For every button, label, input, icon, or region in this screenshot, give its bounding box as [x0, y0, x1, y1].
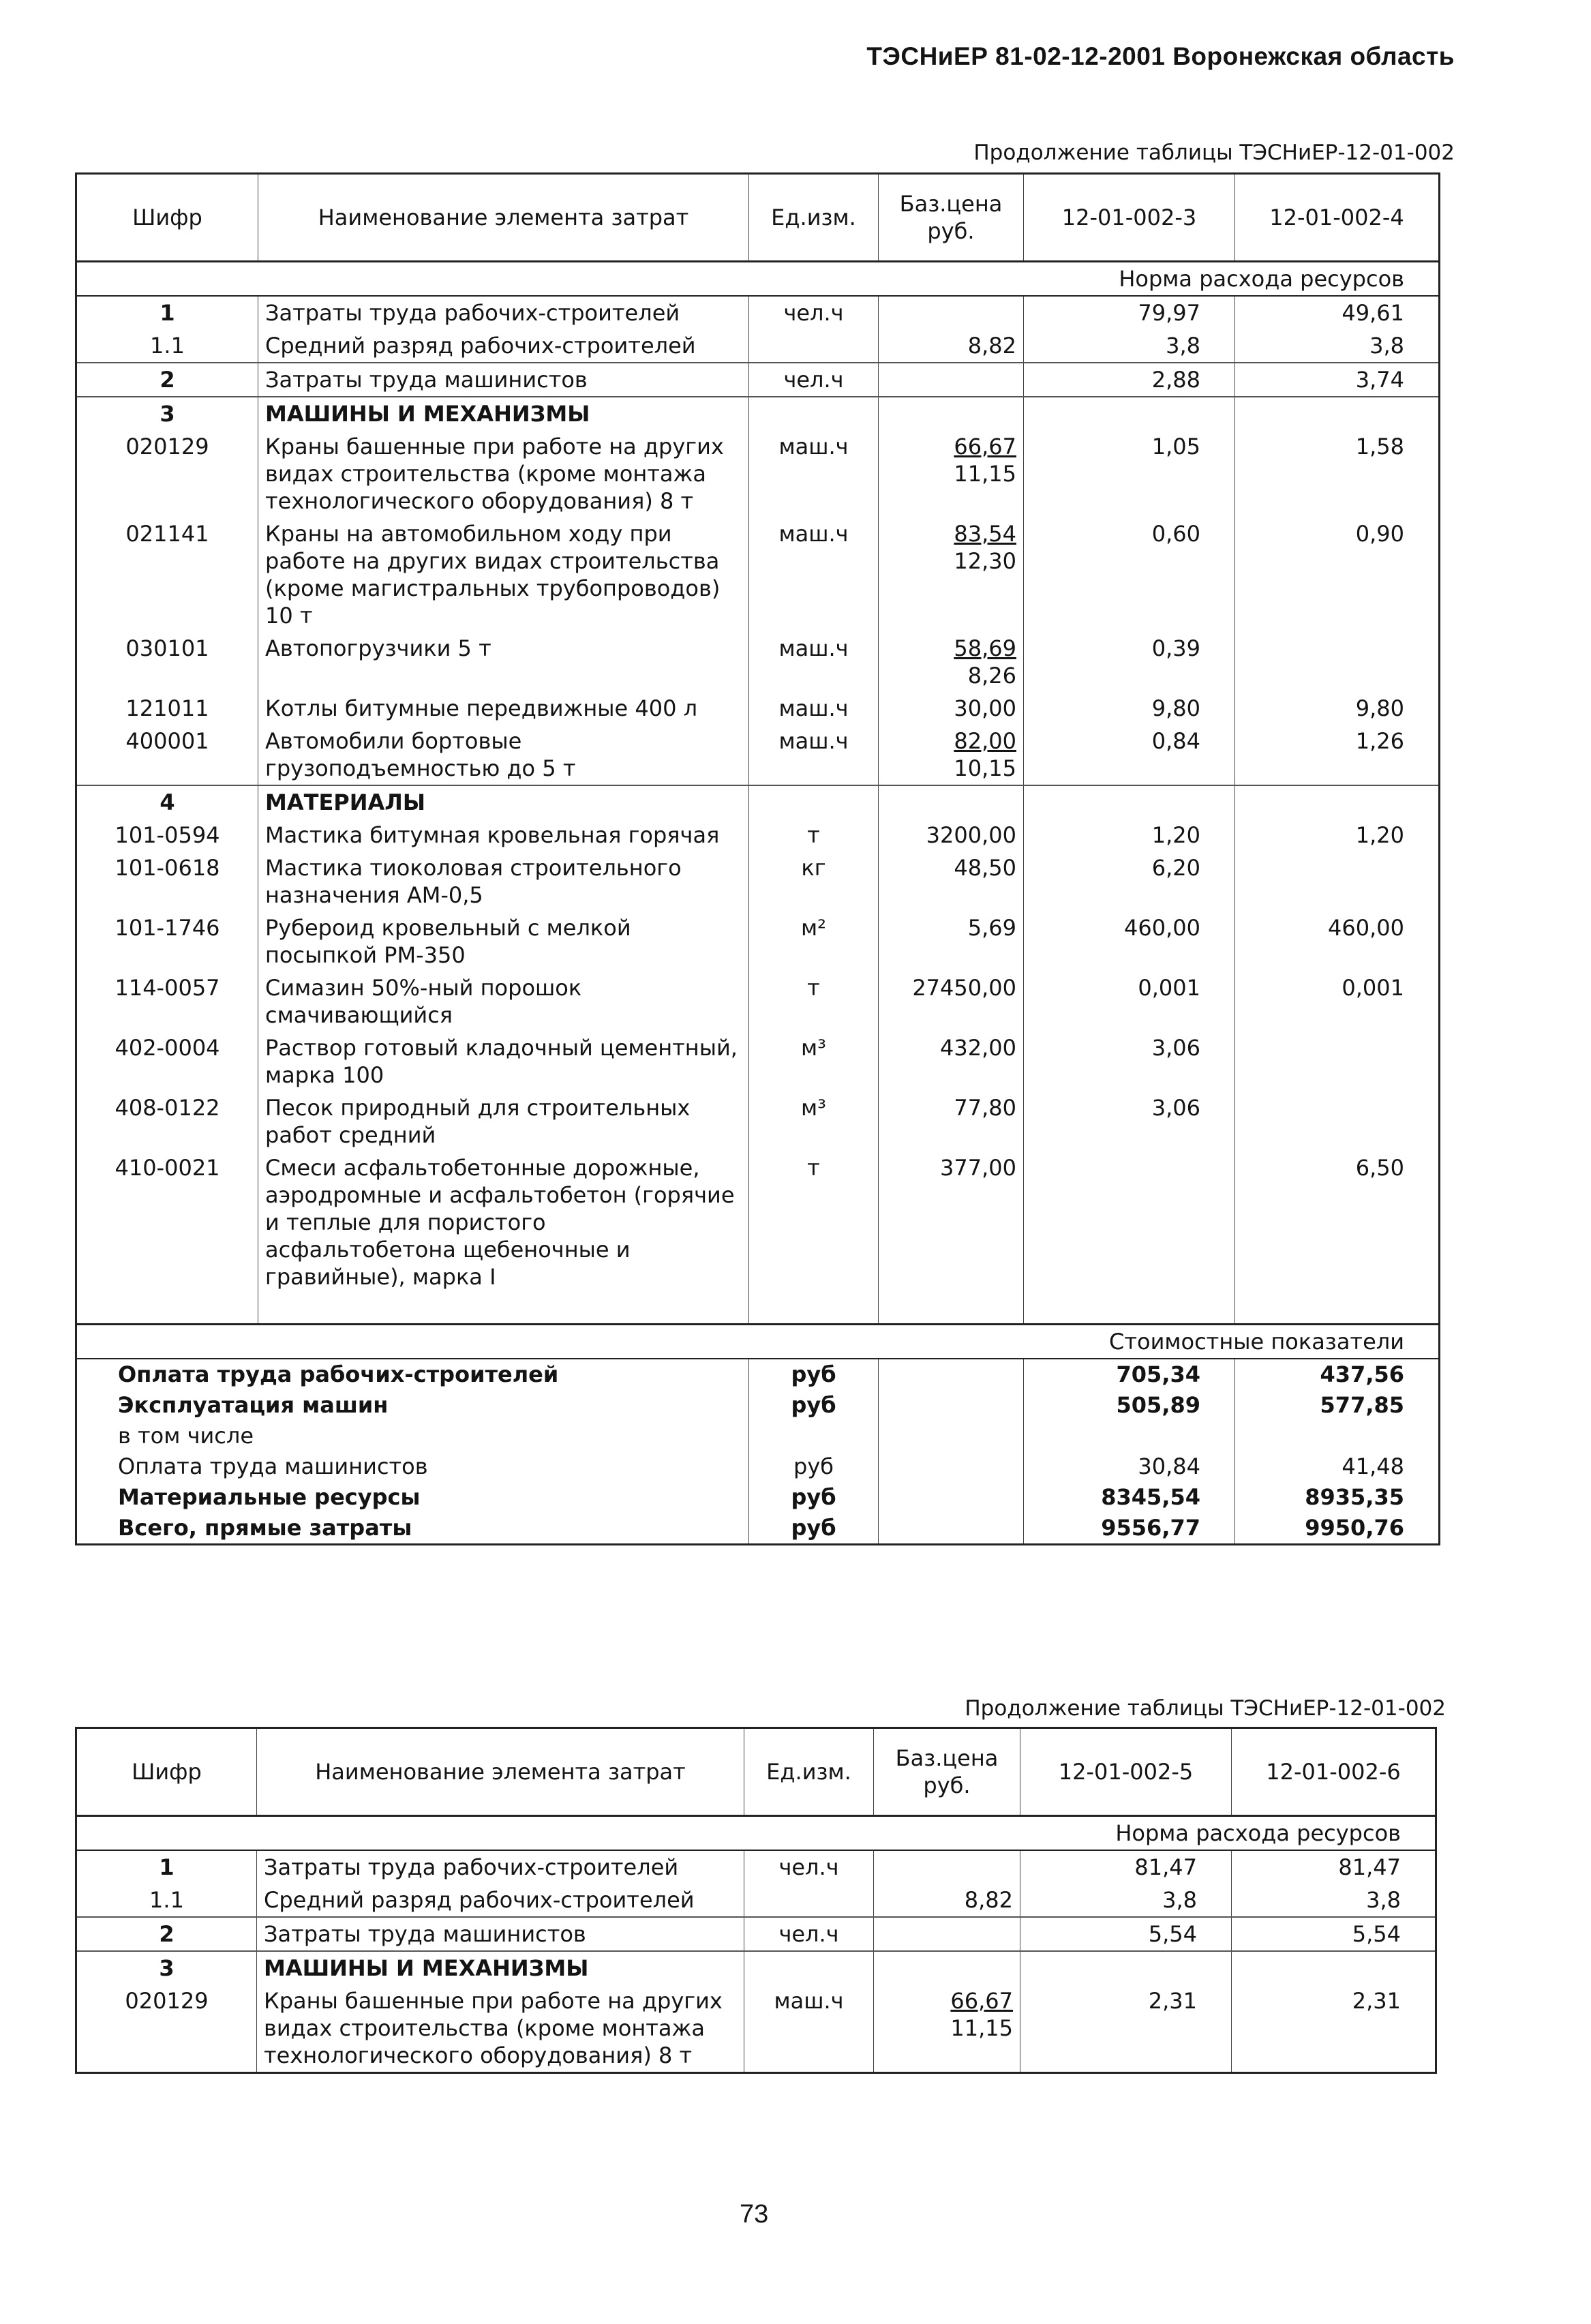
row-unit: чел.ч: [749, 363, 879, 397]
row-value-b: 3,8: [1235, 329, 1440, 363]
row-price-base: 83,54: [954, 521, 1016, 547]
row-price-base: 77,80: [954, 1095, 1016, 1121]
cost-label: Эксплуатация машин: [118, 1392, 389, 1418]
row-unit: [749, 329, 879, 363]
row-price: [879, 329, 1024, 363]
row-value-b: [1235, 397, 1440, 430]
cost-label: в том числе: [118, 1423, 254, 1449]
row-code: 020129: [125, 1988, 209, 2014]
row-value-b: 3,8: [1232, 1884, 1436, 1917]
table-row: [76, 1951, 1436, 1985]
cost-value-b: 8935,35: [1235, 1482, 1440, 1513]
header-price: Баз.цена руб.: [879, 174, 1024, 262]
cost-unit: руб: [749, 1359, 879, 1390]
row-code: 402-0004: [115, 1035, 220, 1061]
row-unit: маш.ч: [749, 517, 879, 632]
cost-value-b: [1235, 1421, 1440, 1451]
row-value-a: 3,06: [1024, 1091, 1235, 1151]
row-unit: м³: [749, 1031, 879, 1091]
resource-norm-table-1: [75, 172, 1440, 1545]
table-row: [76, 911, 1440, 971]
cost-row: [76, 1451, 1440, 1482]
row-value-a: 2,31: [1020, 1985, 1232, 2073]
norm-band-label: Норма расхода ресурсов: [76, 262, 1440, 297]
table-row: [76, 517, 1440, 632]
table-row: [76, 851, 1440, 911]
row-unit: чел.ч: [749, 296, 879, 329]
row-value-a: 0,84: [1024, 725, 1235, 785]
row-name: Затраты труда рабочих-строителей: [257, 1850, 744, 1884]
header-col-b: 12-01-002-6: [1232, 1728, 1436, 1816]
row-value-a: 2,88: [1024, 363, 1235, 397]
row-name: Песок природный для строительных работ средний: [258, 1091, 749, 1151]
row-name: Средний разряд рабочих-строителей: [257, 1884, 744, 1917]
cost-unit: [749, 1421, 879, 1451]
row-name: Котлы битумные передвижные 400 л: [258, 692, 749, 725]
row-value-a: 5,54: [1020, 1917, 1232, 1951]
row-price: [879, 725, 1024, 785]
row-name: Мастика тиоколовая строительного назначения АМ-0,5: [258, 851, 749, 911]
cost-label: Оплата труда машинистов: [118, 1453, 428, 1479]
cost-value-b: 41,48: [1235, 1451, 1440, 1482]
cost-value-a: 9556,77: [1024, 1513, 1235, 1545]
row-price-wage: 11,15: [950, 2015, 1013, 2041]
table-row: [76, 1091, 1440, 1151]
cost-value-a: 30,84: [1024, 1451, 1235, 1482]
row-unit: [749, 397, 879, 430]
row-value-a: [1024, 1151, 1235, 1293]
row-unit: м²: [749, 911, 879, 971]
row-price: [874, 1917, 1020, 1951]
row-unit: маш.ч: [749, 632, 879, 692]
row-price: [879, 517, 1024, 632]
table-header-row: [76, 1728, 1436, 1816]
cost-unit: руб: [749, 1482, 879, 1513]
row-value-b: [1235, 785, 1440, 819]
row-unit: т: [749, 1151, 879, 1293]
row-price: [879, 785, 1024, 819]
cost-row: [76, 1359, 1440, 1390]
header-col-a: 12-01-002-3: [1024, 174, 1235, 262]
row-price-base: 8,82: [967, 333, 1016, 359]
row-price: [879, 632, 1024, 692]
row-value-a: 1,05: [1024, 430, 1235, 517]
row-name: Затраты труда машинистов: [257, 1917, 744, 1951]
row-name: МАШИНЫ И МЕХАНИЗМЫ: [257, 1951, 744, 1985]
row-code: 101-1746: [115, 915, 220, 941]
table-row: [76, 397, 1440, 430]
table-row: [76, 632, 1440, 692]
row-price: [879, 971, 1024, 1031]
row-price-wage: 10,15: [954, 755, 1016, 781]
table-row: [76, 785, 1440, 819]
row-code: 101-0594: [115, 822, 220, 848]
row-unit: м³: [749, 1091, 879, 1151]
row-value-b: [1235, 851, 1440, 911]
cost-row: [76, 1513, 1440, 1545]
row-unit: маш.ч: [749, 725, 879, 785]
table-row: [76, 329, 1440, 363]
cost-row: [76, 1390, 1440, 1421]
row-value-b: 1,58: [1235, 430, 1440, 517]
row-price: [879, 296, 1024, 329]
row-value-a: 9,80: [1024, 692, 1235, 725]
table-row: [76, 1850, 1436, 1884]
table1-caption: Продолжение таблицы ТЭСНиЕР-12-01-002: [973, 140, 1455, 165]
row-name: Краны на автомобильном ходу при работе на других видах строительства (кроме магистральных трубопроводов) 10 т: [258, 517, 749, 632]
norm-band-row: [76, 1816, 1436, 1851]
row-price: [879, 1151, 1024, 1293]
row-unit: кг: [749, 851, 879, 911]
row-unit: [749, 785, 879, 819]
cost-value-a: [1024, 1421, 1235, 1451]
row-name: МАТЕРИАЛЫ: [258, 785, 749, 819]
row-unit: чел.ч: [744, 1917, 874, 1951]
cost-band-label: Стоимостные показатели: [76, 1325, 1440, 1359]
cost-unit: руб: [749, 1513, 879, 1545]
cost-value-b: 577,85: [1235, 1390, 1440, 1421]
table-row: [76, 1151, 1440, 1293]
row-unit: маш.ч: [749, 430, 879, 517]
row-price: [874, 1850, 1020, 1884]
row-price-base: 58,69: [954, 635, 1016, 661]
row-code: 1: [76, 296, 258, 329]
row-price: [879, 397, 1024, 430]
resource-norm-table-2: [75, 1727, 1437, 2074]
row-code: 410-0021: [115, 1155, 220, 1181]
row-unit: маш.ч: [744, 1985, 874, 2073]
cost-label: Материальные ресурсы: [118, 1484, 421, 1510]
row-price: [879, 851, 1024, 911]
row-code: 101-0618: [115, 855, 220, 881]
row-value-a: 0,60: [1024, 517, 1235, 632]
row-value-a: 3,8: [1024, 329, 1235, 363]
cost-band-row: [76, 1325, 1440, 1359]
row-unit: [744, 1951, 874, 1985]
header-name: Наименование элемента затрат: [258, 174, 749, 262]
row-value-b: 0,001: [1235, 971, 1440, 1031]
row-price: [879, 911, 1024, 971]
table-row: [76, 430, 1440, 517]
row-price-base: 3200,00: [926, 822, 1016, 848]
cost-price: [879, 1482, 1024, 1513]
row-code: 400001: [125, 728, 209, 754]
table-row: [76, 363, 1440, 397]
header-col-b: 12-01-002-4: [1235, 174, 1440, 262]
header-price: Баз.цена руб.: [874, 1728, 1020, 1816]
table-row: [76, 971, 1440, 1031]
cost-unit: руб: [749, 1390, 879, 1421]
row-value-a: 0,39: [1024, 632, 1235, 692]
table-row: [76, 692, 1440, 725]
row-value-a: [1024, 397, 1235, 430]
row-name: Затраты труда рабочих-строителей: [258, 296, 749, 329]
cost-value-b: 9950,76: [1235, 1513, 1440, 1545]
cost-unit: руб: [749, 1451, 879, 1482]
row-price: [879, 363, 1024, 397]
row-name: Краны башенные при работе на других видах строительства (кроме монтажа технологического оборудования) 8 т: [257, 1985, 744, 2073]
row-value-a: 460,00: [1024, 911, 1235, 971]
row-value-b: 5,54: [1232, 1917, 1436, 1951]
row-value-b: [1235, 632, 1440, 692]
cost-label: Оплата труда рабочих-строителей: [118, 1361, 559, 1387]
norm-band-row: [76, 262, 1440, 297]
cost-value-a: 705,34: [1024, 1359, 1235, 1390]
row-code: 030101: [125, 635, 209, 661]
row-price-base: 8,82: [964, 1887, 1013, 1913]
row-code: 1.1: [150, 333, 185, 359]
row-price-base: 66,67: [950, 1988, 1013, 2014]
page-number: 73: [740, 2200, 769, 2229]
row-value-a: [1024, 785, 1235, 819]
row-price-wage: 11,15: [954, 461, 1016, 487]
row-value-b: 81,47: [1232, 1850, 1436, 1884]
cost-value-b: 437,56: [1235, 1359, 1440, 1390]
table-row: [76, 1985, 1436, 2073]
row-unit: чел.ч: [744, 1850, 874, 1884]
header-unit: Ед.изм.: [749, 174, 879, 262]
cost-value-a: 8345,54: [1024, 1482, 1235, 1513]
row-price-base: 66,67: [954, 434, 1016, 459]
table2-caption: Продолжение таблицы ТЭСНиЕР-12-01-002: [965, 1696, 1446, 1721]
header-code: Шифр: [76, 1728, 257, 1816]
row-value-b: 3,74: [1235, 363, 1440, 397]
row-price: [879, 819, 1024, 851]
row-name: МАШИНЫ И МЕХАНИЗМЫ: [258, 397, 749, 430]
row-name: Краны башенные при работе на других видах строительства (кроме монтажа технологического оборудования) 8 т: [258, 430, 749, 517]
row-price-base: 30,00: [954, 695, 1016, 721]
row-unit: т: [749, 819, 879, 851]
table-row: [76, 725, 1440, 785]
row-code: 2: [76, 1917, 257, 1951]
row-value-a: 3,8: [1020, 1884, 1232, 1917]
row-price-base: 5,69: [967, 915, 1016, 941]
row-value-a: [1020, 1951, 1232, 1985]
row-price-base: 48,50: [954, 855, 1016, 881]
cost-price: [879, 1359, 1024, 1390]
cost-value-a: 505,89: [1024, 1390, 1235, 1421]
table-row: [76, 1917, 1436, 1951]
row-code: 1.1: [149, 1887, 184, 1913]
row-name: Рубероид кровельный с мелкой посыпкой РМ-350: [258, 911, 749, 971]
cost-price: [879, 1451, 1024, 1482]
row-code: 3: [76, 397, 258, 430]
row-value-b: [1232, 1951, 1436, 1985]
row-value-b: 9,80: [1235, 692, 1440, 725]
row-value-a: 0,001: [1024, 971, 1235, 1031]
row-value-b: [1235, 1091, 1440, 1151]
row-price-wage: 12,30: [954, 548, 1016, 574]
table-row: [76, 1884, 1436, 1917]
row-value-b: 6,50: [1235, 1151, 1440, 1293]
table-row: [76, 1031, 1440, 1091]
cost-price: [879, 1421, 1024, 1451]
row-code: 1: [76, 1850, 257, 1884]
row-value-a: 1,20: [1024, 819, 1235, 851]
row-code: 020129: [125, 434, 209, 459]
row-name: Раствор готовый кладочный цементный, марка 100: [258, 1031, 749, 1091]
row-name: Автомобили бортовые грузоподъемностью до 5 т: [258, 725, 749, 785]
cost-row: [76, 1421, 1440, 1451]
row-unit: т: [749, 971, 879, 1031]
row-price: [874, 1951, 1020, 1985]
row-price-base: 432,00: [940, 1035, 1016, 1061]
row-value-b: 1,20: [1235, 819, 1440, 851]
row-price: [879, 692, 1024, 725]
row-price: [874, 1985, 1020, 2073]
row-value-b: 2,31: [1232, 1985, 1436, 2073]
row-unit: [744, 1884, 874, 1917]
row-price-base: 27450,00: [912, 975, 1016, 1001]
row-price: [879, 1091, 1024, 1151]
row-code: 408-0122: [115, 1095, 220, 1121]
row-value-a: 79,97: [1024, 296, 1235, 329]
row-code: 3: [76, 1951, 257, 1985]
row-code: 114-0057: [115, 975, 220, 1001]
row-name: Симазин 50%-ный порошок смачивающийся: [258, 971, 749, 1031]
row-value-a: 3,06: [1024, 1031, 1235, 1091]
row-value-a: 6,20: [1024, 851, 1235, 911]
row-unit: маш.ч: [749, 692, 879, 725]
table-header-row: [76, 174, 1440, 262]
row-name: Мастика битумная кровельная горячая: [258, 819, 749, 851]
row-price: [879, 1031, 1024, 1091]
row-value-b: [1235, 1031, 1440, 1091]
header-col-a: 12-01-002-5: [1020, 1728, 1232, 1816]
row-code: 4: [76, 785, 258, 819]
row-name: Средний разряд рабочих-строителей: [258, 329, 749, 363]
table-row: [76, 296, 1440, 329]
row-value-b: 49,61: [1235, 296, 1440, 329]
cost-label: Всего, прямые затраты: [118, 1515, 412, 1541]
row-price: [879, 430, 1024, 517]
row-price-wage: 8,26: [967, 663, 1016, 689]
cost-price: [879, 1513, 1024, 1545]
row-price-base: 82,00: [954, 728, 1016, 754]
row-name: Смеси асфальтобетонные дорожные, аэродромные и асфальтобетон (горячие и теплые для пористого асфальтобетона щебеночные и гравийные), марка I: [258, 1151, 749, 1293]
cost-price: [879, 1390, 1024, 1421]
header-code: Шифр: [76, 174, 258, 262]
row-name: Затраты труда машинистов: [258, 363, 749, 397]
spacer-row: [76, 1293, 1440, 1325]
row-value-b: 460,00: [1235, 911, 1440, 971]
cost-row: [76, 1482, 1440, 1513]
row-value-a: 81,47: [1020, 1850, 1232, 1884]
header-name: Наименование элемента затрат: [257, 1728, 744, 1816]
row-code: 2: [76, 363, 258, 397]
page-header: ТЭСНиЕР 81-02-12-2001 Воронежская область: [866, 42, 1455, 70]
row-value-b: 0,90: [1235, 517, 1440, 632]
table-row: [76, 819, 1440, 851]
row-price: [874, 1884, 1020, 1917]
norm-band-label: Норма расхода ресурсов: [76, 1816, 1436, 1851]
row-name: Автопогрузчики 5 т: [258, 632, 749, 692]
header-unit: Ед.изм.: [744, 1728, 874, 1816]
row-value-b: 1,26: [1235, 725, 1440, 785]
row-price-base: 377,00: [940, 1155, 1016, 1181]
row-code: 021141: [125, 521, 209, 547]
row-code: 121011: [125, 695, 209, 721]
